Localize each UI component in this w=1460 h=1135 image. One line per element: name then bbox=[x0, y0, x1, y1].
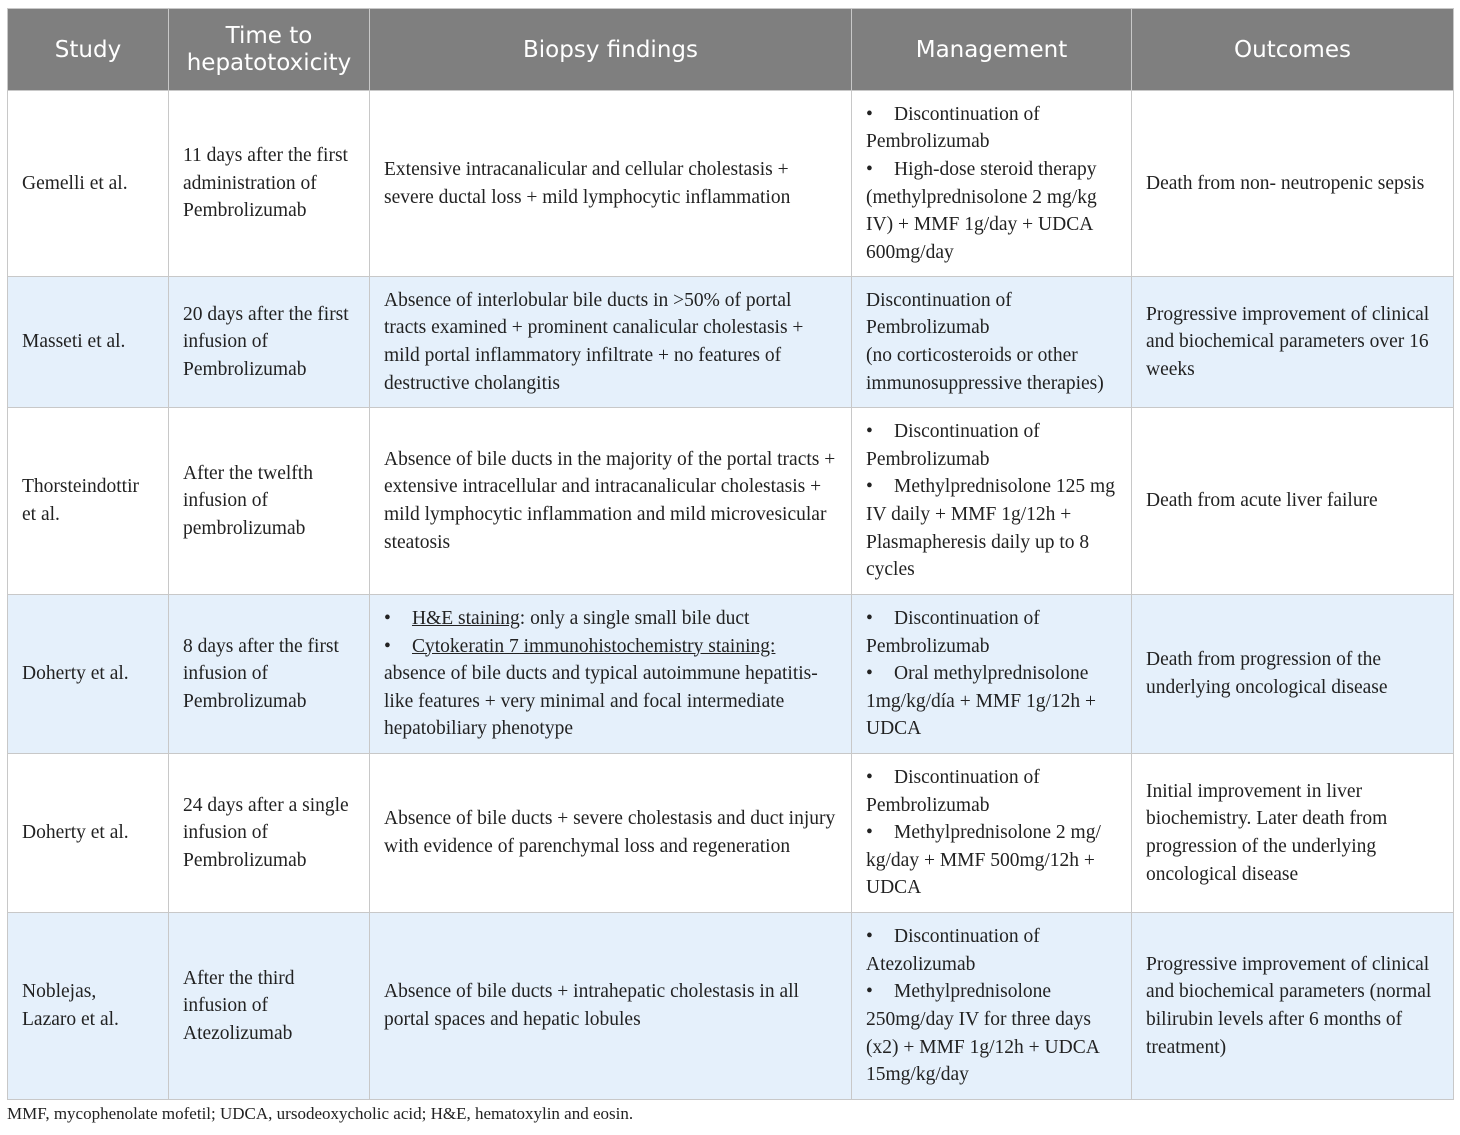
management-item bbox=[866, 819, 1117, 902]
table-row bbox=[8, 595, 1454, 754]
management-item-text: (no corticosteroids or other immunosuppressive therapies) bbox=[866, 345, 1104, 394]
management-cell bbox=[852, 913, 1132, 1100]
bullet-icon: • bbox=[866, 767, 873, 789]
management-cell bbox=[852, 277, 1132, 408]
biopsy-item bbox=[384, 633, 837, 743]
outcome-cell: Initial improvement in liver biochemistry. Later death from progression of the underlying oncological disease bbox=[1132, 754, 1454, 913]
bullet-icon: • bbox=[866, 476, 873, 498]
bullet-icon: • bbox=[384, 635, 391, 657]
biopsy-cell: Extensive intracanalicular and cellular cholestasis + severe ductal loss + mild lymphocytic inflammation bbox=[370, 91, 852, 277]
biopsy-cell: Absence of bile ducts + intrahepatic cholestasis in all portal spaces and hepatic lobules bbox=[370, 913, 852, 1100]
management-item bbox=[866, 660, 1117, 743]
hepatotoxicity-table bbox=[7, 8, 1454, 1100]
biopsy-item bbox=[384, 605, 837, 633]
study-cell: Gemelli et al. bbox=[8, 91, 169, 277]
biopsy-cell bbox=[370, 595, 852, 754]
bullet-icon: • bbox=[866, 103, 873, 125]
header-time: Time to hepatotoxicity bbox=[169, 9, 370, 91]
time-cell: After the twelfth infusion of pembrolizumab bbox=[169, 408, 370, 595]
management-item bbox=[866, 156, 1117, 266]
time-cell: After the third infusion of Atezolizumab bbox=[169, 913, 370, 1100]
study-cell: Thorsteindottir et al. bbox=[8, 408, 169, 595]
table-row bbox=[8, 913, 1454, 1100]
time-cell: 24 days after a single infusion of Pembrolizumab bbox=[169, 754, 370, 913]
header-row bbox=[8, 9, 1454, 91]
outcome-cell: Death from non- neutropenic sepsis bbox=[1132, 91, 1454, 277]
outcome-cell: Death from progression of the underlying oncological disease bbox=[1132, 595, 1454, 754]
header-biopsy: Biopsy findings bbox=[370, 9, 852, 91]
footnote: MMF, mycophenolate mofetil; UDCA, ursodeoxycholic acid; H&E, hematoxylin and eosin. bbox=[7, 1104, 634, 1123]
management-item bbox=[866, 342, 1117, 397]
table-row bbox=[8, 277, 1454, 408]
management-item-text: High-dose steroid therapy (methylprednisolone 2 mg/kg IV) + MMF 1g/day + UDCA 600mg/day bbox=[866, 158, 1097, 263]
table-row bbox=[8, 754, 1454, 913]
header-outcomes: Outcomes bbox=[1132, 9, 1454, 91]
biopsy-item-label: H&E staining bbox=[412, 608, 520, 630]
management-item-text: Oral methylprednisolone 1mg/kg/día + MMF 1g/12h + UDCA bbox=[866, 663, 1097, 740]
biopsy-item-text: : only a single small bile duct bbox=[519, 608, 750, 630]
bullet-icon: • bbox=[866, 822, 873, 844]
management-item-text: Methylprednisolone 250mg/day IV for three days (x2) + MMF 1g/12h + UDCA 15mg/kg/day bbox=[866, 981, 1099, 1086]
outcome-cell: Progressive improvement of clinical and biochemical parameters (normal bilirubin levels after 6 months of treatment) bbox=[1132, 913, 1454, 1100]
management-item-text: Discontinuation of Pembrolizumab bbox=[866, 103, 1040, 153]
management-item bbox=[866, 764, 1117, 819]
management-cell bbox=[852, 754, 1132, 913]
study-cell: Doherty et al. bbox=[8, 754, 169, 913]
management-item bbox=[866, 473, 1117, 583]
management-item bbox=[866, 101, 1117, 156]
management-item-text: Discontinuation of Pembrolizumab bbox=[866, 421, 1040, 470]
biopsy-cell: Absence of interlobular bile ducts in >50% of portal tracts examined + prominent canalicular cholestasis + mild portal inflammatory infiltrate + no features of destructive cholangitis bbox=[370, 277, 852, 408]
table-row bbox=[8, 91, 1454, 277]
header-management: Management bbox=[852, 9, 1132, 91]
time-cell: 11 days after the first administration of Pembrolizumab bbox=[169, 91, 370, 277]
bullet-icon: • bbox=[384, 608, 391, 630]
biopsy-item-text: absence of bile ducts and typical autoimmune hepatitis-like features + very minimal and focal intermediate hepatobiliary phenotype bbox=[384, 663, 818, 740]
management-item-text: Discontinuation of Pembrolizumab bbox=[866, 608, 1040, 657]
study-cell: Masseti et al. bbox=[8, 277, 169, 408]
bullet-icon: • bbox=[866, 663, 873, 685]
management-item bbox=[866, 978, 1117, 1088]
time-cell: 20 days after the first infusion of Pembrolizumab bbox=[169, 277, 370, 408]
bullet-icon: • bbox=[866, 608, 873, 630]
management-item bbox=[866, 287, 1117, 342]
management-item bbox=[866, 923, 1117, 978]
outcome-cell: Progressive improvement of clinical and biochemical parameters over 16 weeks bbox=[1132, 277, 1454, 408]
biopsy-cell: Absence of bile ducts in the majority of the portal tracts + extensive intracellular and intracanalicular cholestasis + mild lymphocytic inflammation and mild microvesicular steatosis bbox=[370, 408, 852, 595]
management-item bbox=[866, 418, 1117, 473]
management-cell bbox=[852, 91, 1132, 277]
management-item-text: Discontinuation of Pembrolizumab bbox=[866, 289, 1012, 339]
study-cell: Doherty et al. bbox=[8, 595, 169, 754]
table-row bbox=[8, 408, 1454, 595]
management-item-text: Methylprednisolone 125 mg IV daily + MMF 1g/12h + Plasmapheresis daily up to 8 cycles bbox=[866, 476, 1115, 581]
management-cell bbox=[852, 408, 1132, 595]
bullet-icon: • bbox=[866, 981, 873, 1003]
outcome-cell: Death from acute liver failure bbox=[1132, 408, 1454, 595]
management-item-text: Discontinuation of Atezolizumab bbox=[866, 926, 1040, 975]
study-cell: Noblejas, Lazaro et al. bbox=[8, 913, 169, 1100]
management-cell bbox=[852, 595, 1132, 754]
biopsy-cell: Absence of bile ducts + severe cholestasis and duct injury with evidence of parenchymal loss and regeneration bbox=[370, 754, 852, 913]
bullet-icon: • bbox=[866, 158, 873, 180]
bullet-icon: • bbox=[866, 926, 873, 948]
management-item-text: Discontinuation of Pembrolizumab bbox=[866, 767, 1040, 816]
management-item bbox=[866, 605, 1117, 660]
time-cell: 8 days after the first infusion of Pembrolizumab bbox=[169, 595, 370, 754]
bullet-icon: • bbox=[866, 421, 873, 443]
management-item-text: Methylprednisolone 2 mg/ kg/day + MMF 500mg/12h + UDCA bbox=[866, 822, 1101, 899]
biopsy-item-label: Cytokeratin 7 immunohistochemistry staining: bbox=[412, 635, 776, 657]
header-study: Study bbox=[8, 9, 169, 91]
